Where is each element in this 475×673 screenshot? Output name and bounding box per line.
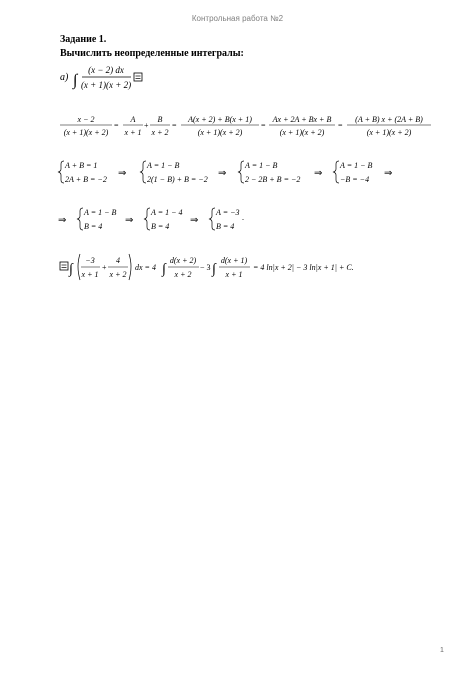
system-eq: −B = −4 bbox=[340, 175, 370, 184]
equals-sign: = bbox=[261, 121, 266, 130]
system-brace bbox=[239, 161, 245, 183]
f4-numerator: Ax + 2A + Bx + B bbox=[272, 115, 332, 124]
implies-arrow: ⇒ bbox=[218, 168, 227, 179]
right-paren bbox=[129, 254, 131, 280]
equals-box bbox=[134, 73, 142, 81]
lhs-denominator: (x + 1)(x + 2) bbox=[63, 128, 109, 137]
systems-row-2 bbox=[58, 208, 244, 231]
equals-box bbox=[60, 262, 68, 270]
decomposition-row bbox=[60, 115, 431, 137]
left-paren bbox=[78, 254, 80, 280]
implies-arrow: ⇒ bbox=[125, 215, 134, 226]
fraction-numerator: (x − 2) dx bbox=[88, 65, 124, 75]
f3-numerator: A(x + 2) + B(x + 1) bbox=[188, 115, 252, 124]
i2-numerator: d(x + 1) bbox=[220, 256, 248, 265]
implies-arrow: ⇒ bbox=[314, 168, 323, 179]
equals-sign: = bbox=[172, 121, 177, 130]
page-header: Контрольная работа №2 bbox=[191, 14, 284, 23]
integral-sign: ∫ bbox=[69, 262, 73, 277]
plus-sign: + bbox=[144, 121, 149, 130]
dx-term: dx = 4 bbox=[135, 263, 156, 272]
final-result: = 4 ln|x + 2| − 3 ln|x + 1| + C. bbox=[253, 263, 354, 272]
system-brace bbox=[210, 208, 216, 230]
f3-denominator: (x + 1)(x + 2) bbox=[197, 128, 243, 137]
page-number: 1 bbox=[440, 647, 444, 654]
f1-denominator: x + 1 bbox=[124, 128, 142, 137]
system-eq: B = 4 bbox=[84, 222, 103, 231]
period: . bbox=[242, 213, 244, 222]
integral-a bbox=[60, 65, 142, 90]
lhs-numerator: x − 2 bbox=[77, 115, 95, 124]
task-text: Вычислить неопределенные интегралы: bbox=[60, 48, 244, 59]
f4-denominator: (x + 1)(x + 2) bbox=[279, 128, 325, 137]
system-eq: A = −3 bbox=[216, 208, 240, 217]
i1-numerator: d(x + 2) bbox=[169, 256, 197, 265]
system-brace bbox=[78, 208, 84, 230]
system-eq: 2 − 2B + B = −2 bbox=[245, 175, 301, 184]
implies-arrow: ⇒ bbox=[118, 168, 127, 179]
equals-sign: = bbox=[114, 121, 119, 130]
f1-numerator: A bbox=[130, 115, 136, 124]
t1-numerator: −3 bbox=[85, 256, 95, 265]
system-eq: 2A + B = −2 bbox=[65, 175, 107, 184]
i2-denominator: x + 1 bbox=[225, 270, 243, 279]
integral-sign: ∫ bbox=[73, 72, 78, 89]
equals-sign: = bbox=[338, 121, 343, 130]
fraction-denominator: (x + 1)(x + 2) bbox=[80, 80, 132, 90]
integral-sign: ∫ bbox=[162, 262, 166, 277]
implies-arrow: ⇒ bbox=[384, 168, 393, 179]
system-eq: A + B = 1 bbox=[65, 161, 98, 170]
system-eq: A = 1 − B bbox=[84, 208, 117, 217]
system-eq: A = 1 − B bbox=[245, 161, 278, 170]
system-brace bbox=[141, 161, 147, 183]
f5-denominator: (x + 1)(x + 2) bbox=[366, 128, 412, 137]
i1-denominator: x + 2 bbox=[174, 270, 192, 279]
minus-three: − 3 bbox=[200, 263, 211, 272]
final-integral bbox=[60, 254, 354, 280]
t2-denominator: x + 2 bbox=[109, 270, 127, 279]
system-eq: A = 1 − B bbox=[147, 161, 180, 170]
system-eq: B = 4 bbox=[151, 222, 170, 231]
plus-sign: + bbox=[102, 263, 107, 272]
system-brace bbox=[145, 208, 151, 230]
f2-numerator: B bbox=[157, 115, 163, 124]
t2-numerator: 4 bbox=[116, 256, 120, 265]
f5-numerator: (A + B) x + (2A + B) bbox=[355, 115, 423, 124]
implies-arrow: ⇒ bbox=[58, 215, 67, 226]
system-brace bbox=[59, 161, 65, 183]
t1-denominator: x + 1 bbox=[81, 270, 99, 279]
f2-denominator: x + 2 bbox=[151, 128, 169, 137]
system-eq: A = 1 − 4 bbox=[151, 208, 183, 217]
integral-sign: ∫ bbox=[212, 262, 216, 277]
task-title: Задание 1. bbox=[60, 34, 107, 45]
system-brace bbox=[334, 161, 340, 183]
systems-row-1 bbox=[59, 161, 393, 184]
system-eq: B = 4 bbox=[216, 222, 235, 231]
system-eq: 2(1 − B) + B = −2 bbox=[147, 175, 208, 184]
system-eq: A = 1 − B bbox=[340, 161, 373, 170]
implies-arrow: ⇒ bbox=[190, 215, 199, 226]
part-label: а) bbox=[60, 72, 69, 83]
